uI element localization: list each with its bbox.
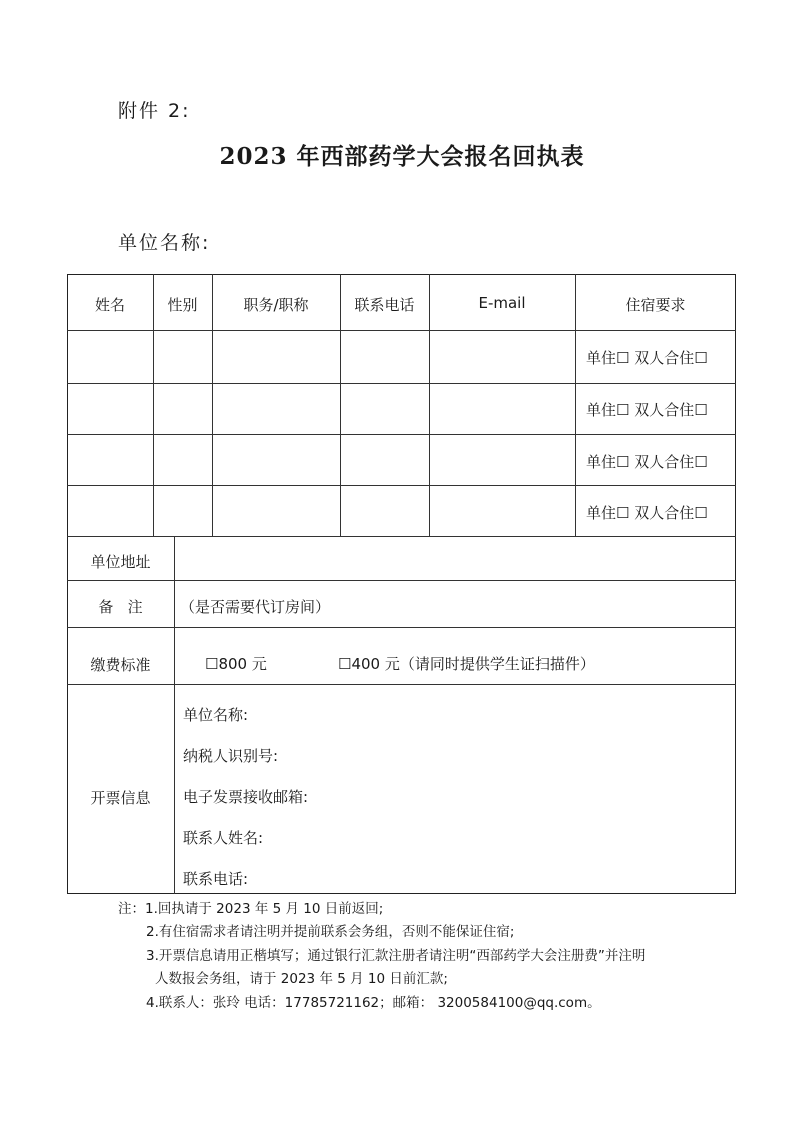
page-title: 2023 年西部药学大会报名回执表 [219, 143, 585, 170]
header-gender: 性别 [167, 296, 198, 314]
remarks-label: 备 注 [98, 598, 143, 616]
header-phone: 联系电话 [354, 296, 415, 314]
fee-option-800[interactable]: ☐800 元 [205, 655, 267, 673]
header-position: 职务/职称 [243, 296, 309, 314]
remarks-value: （是否需要代订房间） [180, 598, 331, 616]
note-2: 2.有住宿需求者请注明并提前联系会务组，否则不能保证住宿; [146, 924, 515, 941]
invoice-field-contact-name: 联系人姓名: [183, 829, 264, 847]
col-divider [174, 536, 175, 894]
lodging-option-row-1[interactable]: 单住☐ 双人合住☐ [586, 349, 708, 367]
invoice-field-tax-id: 纳税人识别号: [183, 747, 279, 765]
note-3-cont: 人数报会务组，请于 2023 年 5 月 10 日前汇款; [155, 971, 448, 988]
unit-name-label: 单位名称: [118, 232, 211, 254]
note-3: 3.开票信息请用正楷填写；通过银行汇款注册者请注明“西部药学大会注册费”并注明 [146, 947, 646, 964]
note-1: 注：1.回执请于 2023 年 5 月 10 日前返回; [118, 901, 384, 917]
row-divider [67, 536, 736, 537]
row-divider [67, 580, 736, 581]
row-divider [67, 434, 736, 435]
fee-option-400[interactable]: ☐400 元（请同时提供学生证扫描件） [338, 655, 595, 673]
row-divider [67, 330, 736, 331]
fee-label: 缴费标准 [90, 656, 151, 674]
note-4: 4.联系人：张玲 电话：17785721162；邮箱： 3200584100@qq.com。 [146, 994, 601, 1011]
lodging-option-row-3[interactable]: 单住☐ 双人合住☐ [586, 453, 708, 471]
lodging-option-row-4[interactable]: 单住☐ 双人合住☐ [586, 504, 708, 522]
attachment-label: 附件 2: [118, 100, 191, 122]
invoice-field-email: 电子发票接收邮箱: [183, 788, 309, 806]
address-label: 单位地址 [90, 553, 151, 571]
header-lodging: 住宿要求 [625, 296, 686, 314]
col-divider [429, 274, 430, 536]
lodging-option-row-2[interactable]: 单住☐ 双人合住☐ [586, 401, 708, 419]
header-email: E-mail [478, 294, 526, 312]
invoice-field-contact-phone: 联系电话: [183, 870, 249, 888]
notes [118, 898, 645, 1015]
invoice-field-company: 单位名称: [183, 706, 249, 724]
row-divider [67, 684, 736, 685]
row-divider [67, 485, 736, 486]
invoice-label: 开票信息 [90, 789, 151, 807]
row-divider [67, 627, 736, 628]
header-name: 姓名 [94, 296, 125, 314]
row-divider [67, 383, 736, 384]
